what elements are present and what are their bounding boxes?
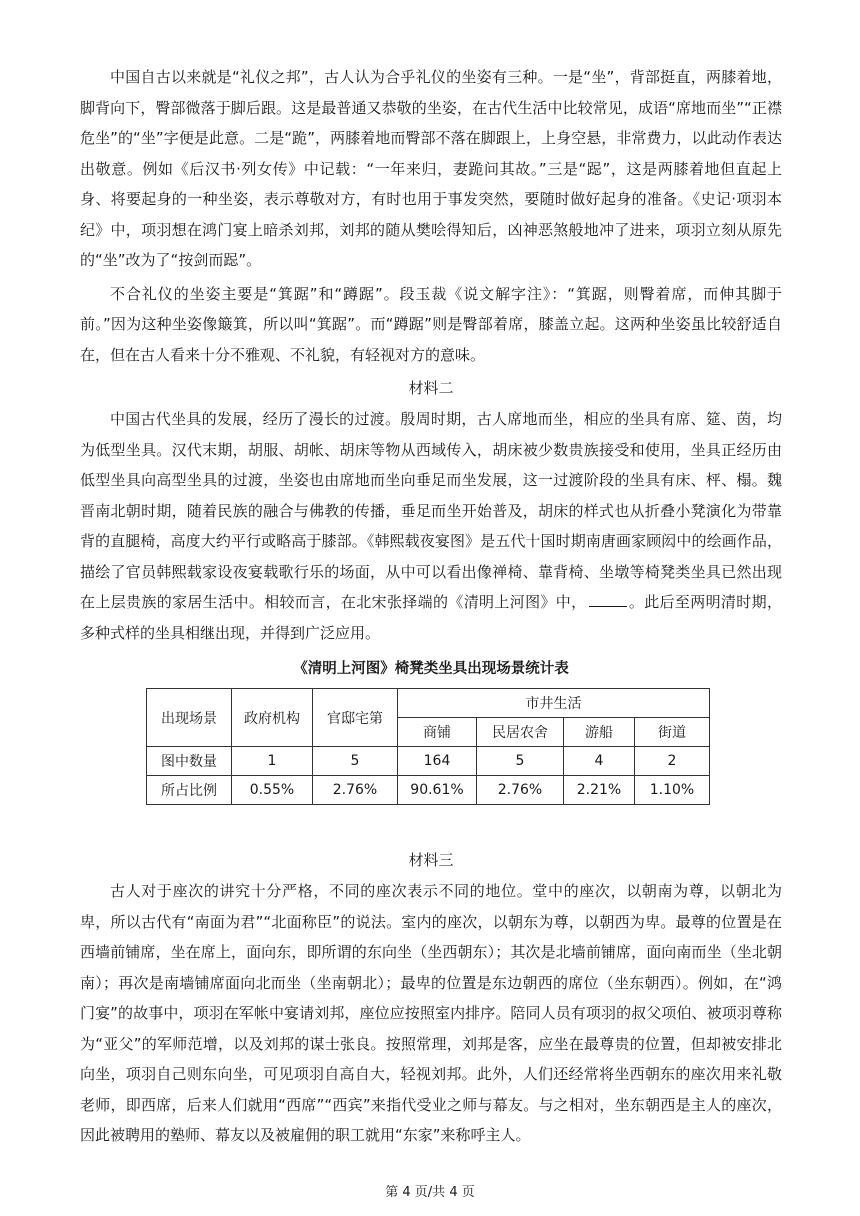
table-cell: 2.76% xyxy=(313,776,398,805)
table-row xyxy=(147,776,710,805)
table-cell: 2.21% xyxy=(564,776,635,805)
table-cell: 5 xyxy=(313,747,398,776)
row-label-count: 图中数量 xyxy=(147,747,232,776)
material1-paragraph-2: 不合礼仪的坐姿主要是“箕踞”和“蹲踞”。段玉裁《说文解字注》：“箕踞，则臀着席，而伸其脚于前。”因为这种坐姿像簸箕，所以叫“箕踞”。而“蹲踞”则是臀部着席，膝盖立起。这两种坐姿虽比较舒适自在，但在古人看来十分不雅观、不礼貌，有轻视对方的意味。 xyxy=(80,284,782,364)
material2-paragraph-1 xyxy=(80,404,782,648)
page-footer: 第 4 页/共 4 页 xyxy=(385,1185,475,1200)
header-boat: 游船 xyxy=(564,718,635,747)
material3-heading: 材料三 xyxy=(408,851,454,869)
table-cell: 90.61% xyxy=(398,776,477,805)
row-label-ratio: 所占比例 xyxy=(147,776,232,805)
table-cell: 1.10% xyxy=(635,776,710,805)
table-cell: 164 xyxy=(398,747,477,776)
material1-paragraph-1: 中国自古以来就是“礼仪之邦”，古人认为合乎礼仪的坐姿有三种。一是“坐”，背部挺直，两膝着地，脚背向下，臀部微落于脚后跟。这是最普通又恭敬的坐姿，在古代生活中比较常见，成语“席地而坐”“正襟危坐”的“坐”字便是此意。二是“跪”，两膝着地而臀部不落在脚跟上，上身空悬，非常费力，以此动作表达出敬意。例如《后汉书·列女传》中记载：“一年来归，妻跪问其故。”三是“跽”，这是两膝着地但直起上身、将要起身的一种坐姿，表示尊敬对方，有时也用于事发突然，要随时做好起身的准备。《史记·项羽本纪》中，项羽想在鸿门宴上暗杀刘邦，刘邦的随从樊哙得知后，凶神恶煞般地冲了进来，项羽立刻从原先的“坐”改为了“按剑而跽”。 xyxy=(80,68,782,269)
table-cell: 2 xyxy=(635,747,710,776)
material3-paragraph-1: 古人对于座次的讲究十分严格，不同的座次表示不同的地位。堂中的座次，以朝南为尊，以朝北为卑，所以古代有“南面为君”“北面称臣”的说法。室内的座次，以朝东为尊，以朝西为卑。最尊的位置是在西墙前铺席，坐在席上，面向东，即所谓的东向坐（坐西朝东）；其次是北墙前铺席，面向南而坐（坐北朝南）；再次是南墙铺席面向北而坐（坐南朝北）；最卑的位置是东边朝西的席位（坐东朝西）。例如，在“鸿门宴”的故事中，项羽在军帐中宴请刘邦，座位应按照室内排序。陪同人员有项羽的叔父项伯、被项羽尊称为“亚父”的军师范增，以及刘邦的谋士张良。按照常理，刘邦是客，应坐在最尊贵的位置，但却被安排北向坐，项羽自己则东向坐，可见项羽自高自大，轻视刘邦。此外，人们还经常将坐西朝东的座次用来礼敬老师，即西席，后来人们就用“西席”“西宾”来指代受业之师与幕友。与之相对，坐东朝西是主人的座次，因此被聘用的塾师、幕友以及被雇佣的职工就用“东家”来称呼主人。 xyxy=(80,882,782,1144)
material2-heading: 材料二 xyxy=(408,379,454,397)
spacer xyxy=(80,805,782,845)
header-scene: 出现场景 xyxy=(147,689,232,747)
page-content xyxy=(80,62,782,1154)
header-shop: 商铺 xyxy=(398,718,477,747)
table-cell: 4 xyxy=(564,747,635,776)
table-cell: 5 xyxy=(477,747,564,776)
header-residence: 民居农舍 xyxy=(477,718,564,747)
header-official-residence: 官邸宅第 xyxy=(313,689,398,747)
table-cell: 0.55% xyxy=(232,776,313,805)
answer-blank[interactable] xyxy=(589,592,627,607)
table-cell: 1 xyxy=(232,747,313,776)
seating-scene-stats-table xyxy=(146,688,710,805)
header-market-life: 市井生活 xyxy=(398,689,710,718)
material2-text-before-blank: 中国古代坐具的发展，经历了漫长的过渡。殷周时期，古人席地而坐，相应的坐具有席、筵、茵，均为低型坐具。汉代末期，胡服、胡帐、胡床等物从西域传入，胡床被少数贵族接受和使用，坐具正经历由低型坐具向高型坐具的过渡，坐姿也由席地而坐向垂足而坐发展，这一过渡阶段的坐具有床、枰、榻。魏晋南北朝时期，随着民族的融合与佛教的传播，垂足而坐开始普及，胡床的样式也从折叠小凳演化为带靠背的直腿椅，高度大约平行或略高于膝部。《韩熙载夜宴图》是五代十国时期南唐画家顾闳中的绘画作品，描绘了官员韩熙载家设夜宴载歌行乐的场面，从中可以看出像禅椅、靠背椅、坐墩等椅凳类坐具已然出现在上层贵族的家居生活中。相较而言，在北宋张择端的《清明上河图》中， xyxy=(80,410,782,611)
header-government: 政府机构 xyxy=(232,689,313,747)
table-cell: 2.76% xyxy=(477,776,564,805)
header-street: 街道 xyxy=(635,718,710,747)
table-header-row xyxy=(147,689,710,718)
material2-text-after-blank: 。此后至两明清时期，多种式样的坐具相继出现，并得到广泛应用。 xyxy=(80,593,782,642)
table-caption: 《清明上河图》椅凳类坐具出现场景统计表 xyxy=(293,661,569,677)
table-row xyxy=(147,747,710,776)
